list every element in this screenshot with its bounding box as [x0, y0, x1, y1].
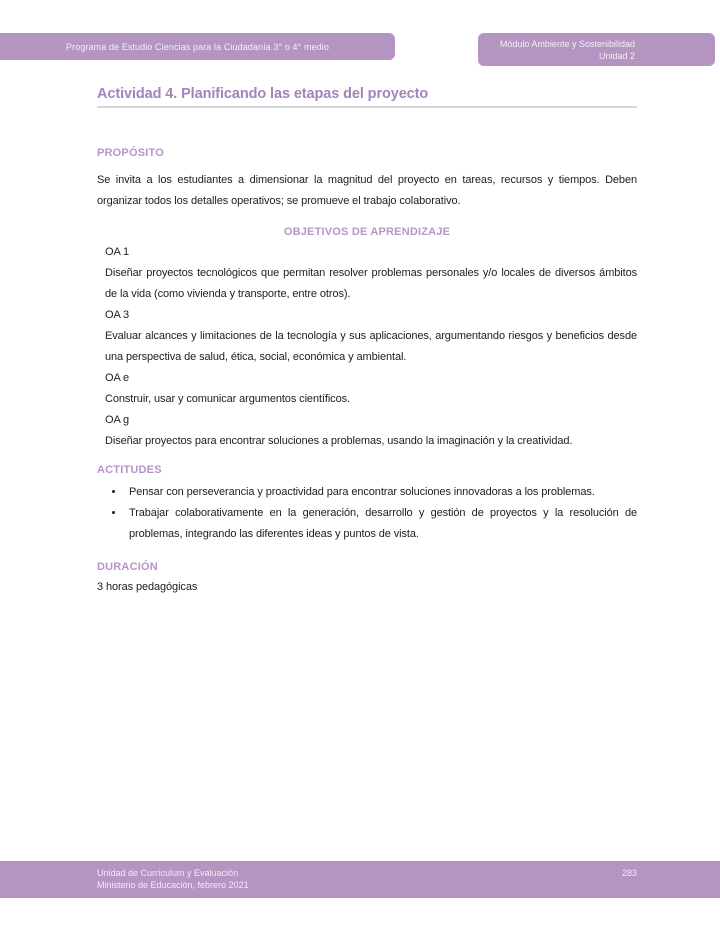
- actitudes-heading: ACTITUDES: [97, 464, 162, 476]
- oa-text: Diseñar proyectos tecnológicos que permitan resolver problemas personales y/o locales de diversos ámbitos de la vida (como vivienda y transporte, entre otros).: [105, 267, 637, 300]
- oa-code: OA 3: [105, 309, 130, 321]
- oa-item: [105, 368, 637, 410]
- oa-text: Evaluar alcances y limitaciones de la tecnología y sus aplicaciones, argumentando riesgos y beneficios desde una perspectiva de salud, ética, social, económica y ambiental.: [105, 330, 637, 363]
- oa-item: [105, 305, 637, 368]
- program-badge-label: Programa de Estudio Ciencias para la Ciudadanía 3° o 4° medio: [66, 41, 329, 52]
- actitudes-list: [97, 482, 637, 545]
- module-badge-line1: Módulo Ambiente y Sostenibilidad: [499, 38, 635, 49]
- footer-org-line2: Ministerio de Educación, febrero 2021: [97, 880, 249, 890]
- page-number: 283: [621, 868, 637, 878]
- actitudes-bullet: • Trabajar colaborativamente en la generación, desarrollo y gestión de proyectos y la resolución de problemas, integrando las diferentes ideas y puntos de vista.: [125, 503, 637, 545]
- oa-code: OA g: [105, 414, 130, 426]
- activity-title: Actividad 4. Planificando las etapas del proyecto: [97, 86, 429, 102]
- proposito-text: Se invita a los estudiantes a dimensionar la magnitud del proyecto en tareas, recursos y tiempos. Deben organizar todos los detalles operativos; se promueve el trabajo colaborativo.: [97, 174, 637, 207]
- duracion-heading: DURACIÓN: [97, 561, 158, 573]
- oa-item: [105, 410, 637, 452]
- program-badge: [0, 33, 395, 60]
- oa-item: [105, 242, 637, 305]
- footer-bar: [0, 861, 720, 898]
- duracion-text: 3 horas pedagógicas: [97, 581, 198, 593]
- footer-org-line1: Unidad de Currículum y Evaluación: [97, 868, 239, 878]
- content-area: [97, 85, 637, 598]
- module-badge-line2: Unidad 2: [598, 50, 635, 61]
- oa-code: OA 1: [105, 246, 130, 258]
- oa-code: OA e: [105, 372, 130, 384]
- oa-text: Diseñar proyectos para encontrar soluciones a problemas, usando la imaginación y la creatividad.: [105, 435, 573, 447]
- objetivos-heading: OBJETIVOS DE APRENDIZAJE: [283, 226, 451, 238]
- proposito-heading: PROPÓSITO: [97, 147, 164, 159]
- actitudes-bullet: • Pensar con perseverancia y proactividad para encontrar soluciones innovadoras a los problemas.: [125, 482, 637, 503]
- module-badge: [478, 33, 715, 66]
- oa-text: Construir, usar y comunicar argumentos científicos.: [105, 393, 350, 405]
- title-underline: [97, 106, 637, 108]
- oa-list: [97, 242, 637, 452]
